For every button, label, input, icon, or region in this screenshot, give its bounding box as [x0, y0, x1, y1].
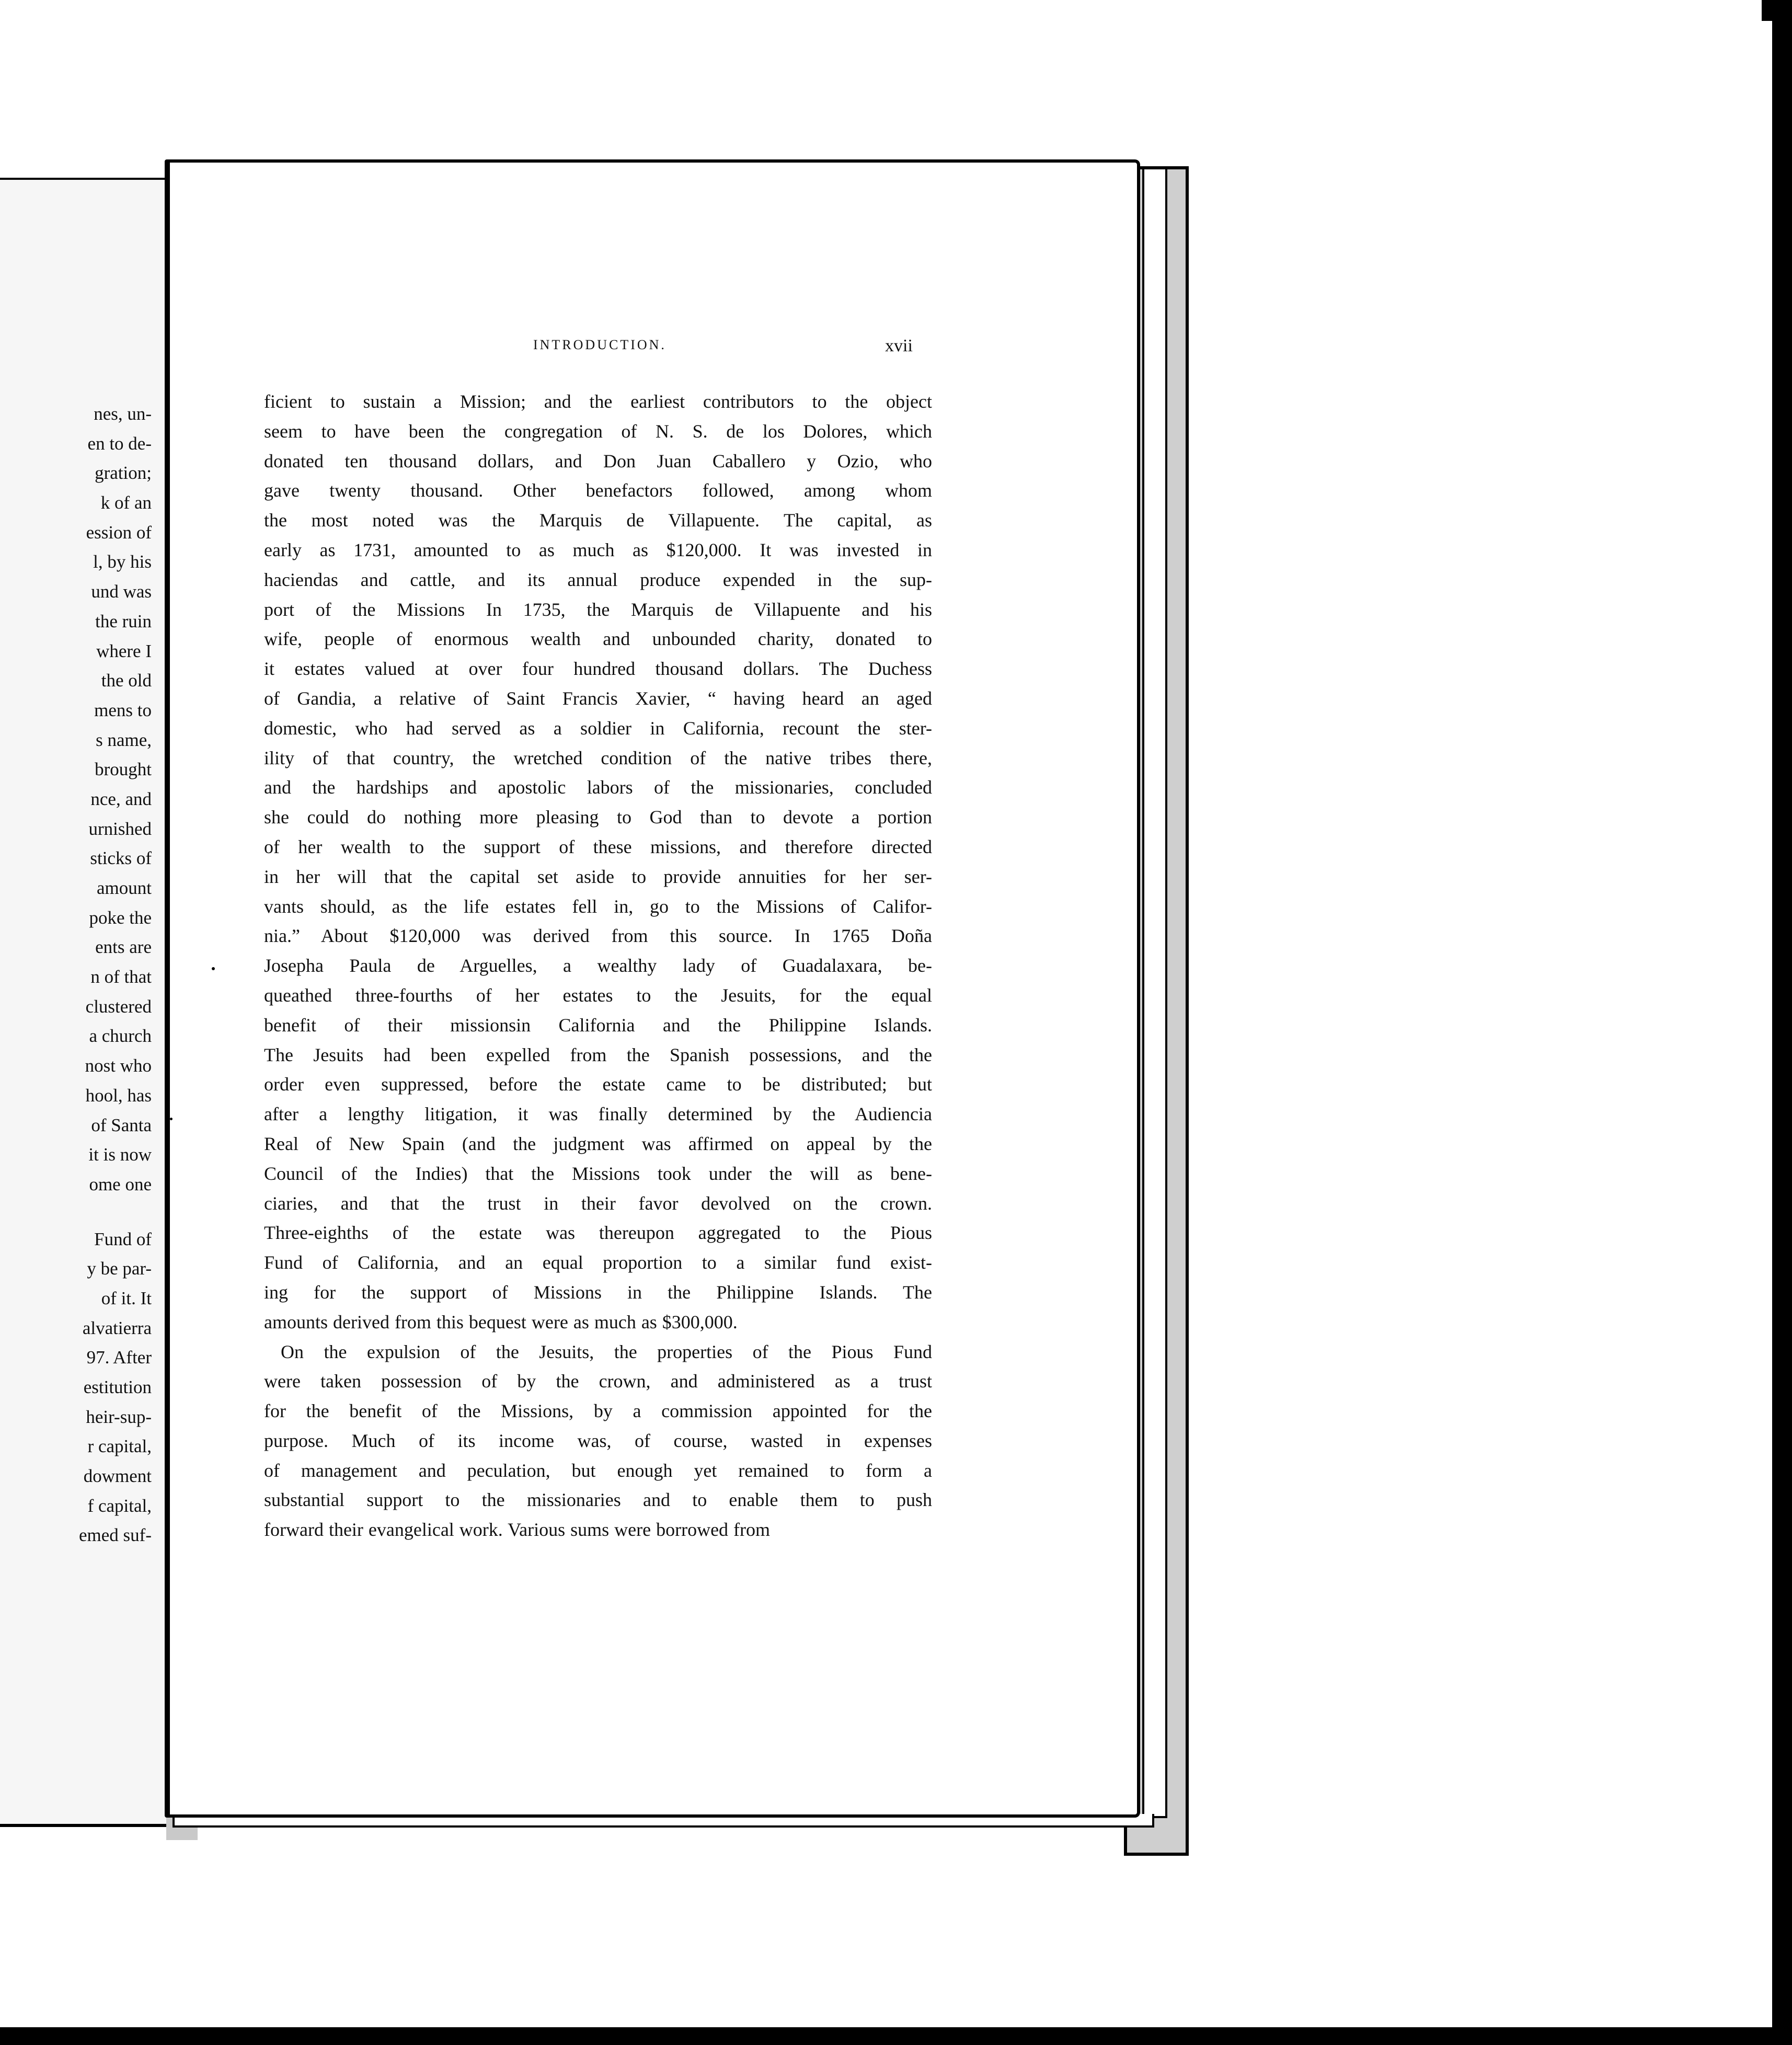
text-line: the most noted was the Marquis de Villapuente. The capital, as	[264, 510, 932, 531]
left-text-line: poke the	[89, 907, 152, 928]
left-text-line: sticks of	[90, 848, 152, 869]
film-edge-notch	[1775, 1328, 1790, 1343]
left-text-line: gration;	[95, 463, 152, 484]
left-text-line: estitution	[83, 1377, 152, 1397]
text-line: haciendas and cattle, and its annual produce expended in the sup-	[264, 569, 932, 590]
text-line: Council of the Indies) that the Missions took under the will as bene-	[264, 1163, 932, 1184]
text-line: for the benefit of the Missions, by a commission appointed for the	[264, 1400, 932, 1422]
left-text-line: r capital,	[87, 1436, 152, 1457]
text-line: ficient to sustain a Mission; and the earliest contributors to the object	[264, 391, 932, 412]
text-line: order even suppressed, before the estate came to be distributed; but	[264, 1074, 932, 1095]
left-text-line: amount	[97, 878, 152, 898]
left-text-line: heir-sup-	[86, 1406, 152, 1427]
text-line: ility of that country, the wretched condition of the native tribes there,	[264, 747, 932, 768]
left-text-line: Fund of	[94, 1228, 152, 1249]
text-line: and the hardships and apostolic labors of the missionaries, concluded	[264, 777, 932, 798]
text-line: gave twenty thousand. Other benefactors followed, among whom	[264, 480, 932, 501]
text-line: she could do nothing more pleasing to God than to devote a portion	[264, 807, 932, 828]
text-line: forward their evangelical work. Various sums were borrowed from	[264, 1519, 771, 1541]
text-line: The Jesuits had been expelled from the Spanish possessions, and the	[264, 1044, 932, 1065]
left-text-line: where I	[96, 640, 152, 661]
running-head: INTRODUCTION.	[533, 337, 667, 352]
left-text-line: the old	[101, 670, 152, 691]
text-line: of her wealth to the support of these missions, and therefore directed	[264, 836, 932, 857]
text-line: ciaries, and that the trust in their favor devolved on the crown.	[264, 1192, 932, 1214]
left-text-line: dowment	[83, 1466, 152, 1487]
left-text-line: 97. After	[86, 1347, 152, 1368]
left-text-line: nce, and	[90, 788, 152, 809]
left-text-line: brought	[95, 759, 152, 780]
speck	[212, 967, 215, 970]
left-text-line: y be par-	[87, 1258, 152, 1279]
left-text-line: a church	[89, 1026, 152, 1047]
page-stack-edge	[1142, 167, 1167, 1818]
text-line: port of the Missions In 1735, the Marquis de Villapuente and his	[264, 599, 932, 620]
paragraph-gap	[0, 1200, 152, 1225]
text-line: Fund of California, and an equal proportion to a similar fund exist-	[264, 1252, 932, 1273]
left-text-line: f capital,	[87, 1495, 152, 1516]
text-line: amounts derived from this bequest were as much as $300,000.	[264, 1311, 738, 1332]
left-text-line: ession of	[86, 522, 152, 543]
text-line: ing for the support of Missions in the Philippine Islands. The	[264, 1281, 932, 1303]
left-text-line: it is now	[88, 1144, 152, 1165]
text-line: seem to have been the congregation of N. S. de los Dolores, which	[264, 420, 932, 442]
text-line: donated ten thousand dollars, and Don Juan Caballero y Ozio, who	[264, 450, 932, 472]
text-line: wife, people of enormous wealth and unbounded charity, donated to	[264, 628, 932, 650]
left-text-line: ome one	[89, 1174, 152, 1194]
text-line: of management and peculation, but enough yet remained to form a	[264, 1460, 932, 1481]
left-text-line: urnished	[88, 818, 152, 839]
text-line: purpose. Much of its income was, of course, wasted in expenses	[264, 1430, 932, 1451]
text-line: domestic, who had served as a soldier in California, recount the ster-	[264, 717, 932, 739]
left-text-line: nost who	[85, 1055, 152, 1076]
left-text-line: clustered	[85, 996, 152, 1017]
text-line: queathed three-fourths of her estates to the Jesuits, for the equal	[264, 984, 932, 1006]
left-text-line: n of that	[90, 967, 152, 987]
speck	[170, 1118, 173, 1120]
text-line: were taken possession of by the crown, and administered as a trust	[264, 1371, 932, 1392]
left-text-line: alvatierra	[82, 1317, 152, 1338]
text-line: Three-eighths of the estate was thereupon aggregated to the Pious	[264, 1222, 932, 1244]
page-number: xvii	[885, 336, 913, 355]
left-text-line: of Santa	[91, 1115, 152, 1135]
left-page	[0, 178, 170, 1827]
left-text-line: ents are	[95, 937, 152, 958]
text-line: of Gandia, a relative of Saint Francis Xavier, “ having heard an aged	[264, 687, 932, 709]
film-border-right	[1772, 0, 1792, 2045]
left-text-line: nes, un-	[94, 404, 152, 424]
left-text-line: the ruin	[95, 611, 152, 631]
text-line: substantial support to the missionaries and to enable them to push	[264, 1489, 932, 1511]
text-line: nia.” About $120,000 was derived from this source. In 1765 Doña	[264, 925, 932, 947]
text-line: in her will that the capital set aside to provide annuities for her ser-	[264, 866, 932, 887]
text-line: after a lengthy litigation, it was finally determined by the Audiencia	[264, 1104, 932, 1125]
text-line: it estates valued at over four hundred thousand dollars. The Duchess	[264, 658, 932, 680]
left-text-line: en to de-	[87, 433, 152, 454]
text-line: On the expulsion of the Jesuits, the properties of the Pious Fund	[281, 1341, 932, 1362]
text-line: Real of New Spain (and the judgment was affirmed on appeal by the	[264, 1133, 932, 1154]
left-text-line: und was	[91, 581, 152, 602]
text-line: vants should, as the life estates fell in, go to the Missions of Califor-	[264, 895, 932, 917]
text-line: early as 1731, amounted to as much as $120,000. It was invested in	[264, 539, 932, 560]
left-text-line: s name,	[96, 729, 152, 750]
left-text-line: emed suf-	[79, 1525, 152, 1546]
text-line: Josepha Paula de Arguelles, a wealthy lady of Guadalaxara, be-	[264, 955, 932, 976]
left-text-line: hool, has	[85, 1085, 152, 1106]
left-text-line: k of an	[100, 492, 152, 513]
text-line: benefit of their missionsin California and the Philippine Islands.	[264, 1014, 932, 1036]
body-text	[264, 387, 932, 1545]
left-page-text	[0, 399, 152, 1550]
left-text-line: of it. It	[101, 1288, 152, 1308]
film-border-bottom	[0, 2027, 1792, 2045]
left-text-line: l, by his	[93, 552, 152, 572]
left-text-line: mens to	[94, 699, 152, 720]
